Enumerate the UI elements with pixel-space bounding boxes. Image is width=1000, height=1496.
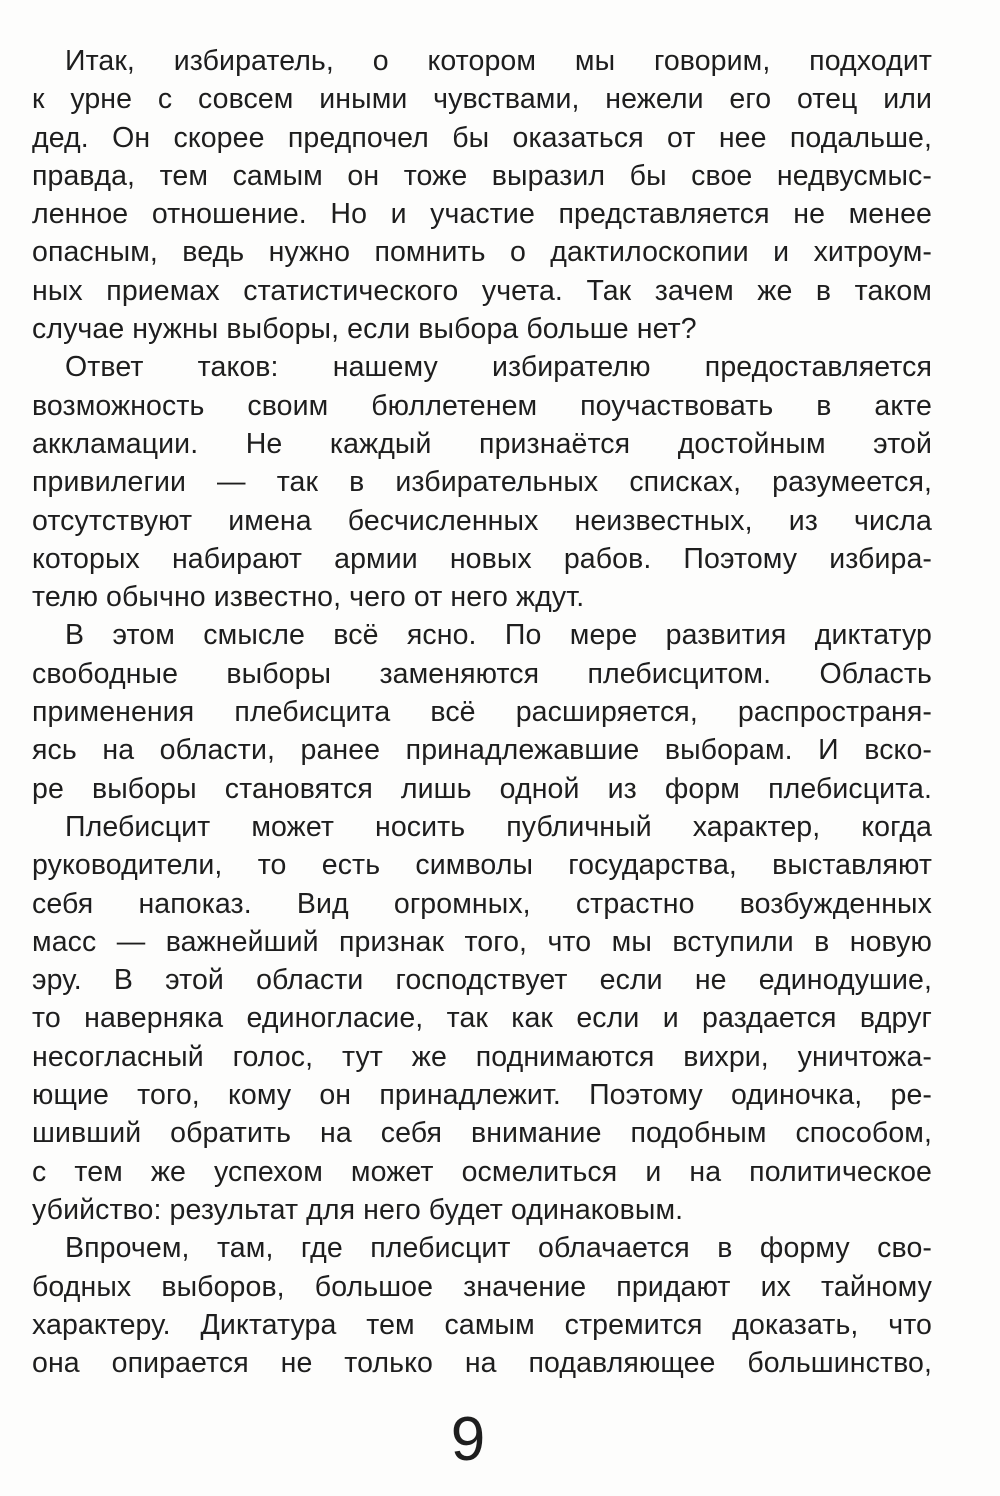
text-line: свободные выборы заменяются плебисцитом. Область xyxy=(32,657,932,690)
text-line: отсутствуют имена бесчисленных неизвестных, из числа xyxy=(32,504,932,537)
text-line: убийство: результат для него будет одинаковым. xyxy=(32,1193,684,1226)
text-line: ющие того, кому он принадлежит. Поэтому одиночка, ре- xyxy=(32,1079,932,1112)
text-line: ре выборы становятся лишь одной из форм плебисцита. xyxy=(32,772,932,805)
text-line: эру. В этой области господствует если не единодушие, xyxy=(32,964,932,997)
text-line: с тем же успехом может осмелиться и на политическое xyxy=(32,1155,932,1188)
text-line: ных приемах статистического учета. Так зачем же в таком xyxy=(32,274,932,307)
text-line: привилегии — так в избирательных списках, разумеется, xyxy=(32,466,932,499)
text-line: то наверняка единогласие, так как если и раздается вдруг xyxy=(32,1002,932,1035)
text-line: случае нужны выборы, если выбора больше нет? xyxy=(32,313,697,346)
page-number: 9 xyxy=(450,1405,486,1474)
text-line: несогласный голос, тут же поднимаются вихри, уничтожа- xyxy=(32,1040,932,1073)
text-line: руководители, то есть символы государства, выставляют xyxy=(32,849,932,882)
text-line: Плебисцит может носить публичный характер, когда xyxy=(65,810,932,843)
text-line: применения плебисцита всё расширяется, распространя- xyxy=(32,696,932,729)
text-line: к урне с совсем иными чувствами, нежели его отец или xyxy=(32,83,932,116)
body-text xyxy=(32,42,932,1382)
text-line: шивший обратить на себя внимание подобным способом, xyxy=(32,1117,932,1150)
text-line: ленное отношение. Но и участие представляется не менее xyxy=(32,198,932,231)
text-line: дед. Он скорее предпочел бы оказаться от нее подальше, xyxy=(32,121,932,154)
text-line: В этом смысле всё ясно. По мере развития диктатур xyxy=(65,619,932,652)
text-line: аккламации. Не каждый признаётся достойным этой xyxy=(32,427,932,460)
text-line: Впрочем, там, где плебисцит облачается в форму сво- xyxy=(65,1232,932,1265)
text-line: себя напоказ. Вид огромных, страстно возбужденных xyxy=(32,887,932,920)
text-line: масс — важнейший признак того, что мы вступили в новую xyxy=(32,925,932,958)
text-line: Ответ таков: нашему избирателю предоставляется xyxy=(65,351,932,384)
text-line: которых набирают армии новых рабов. Поэтому избира- xyxy=(32,542,932,575)
text-line: она опирается не только на подавляющее большинство, xyxy=(32,1347,932,1380)
text-line: бодных выборов, большое значение придают их тайному xyxy=(32,1270,932,1303)
text-line: опасным, ведь нужно помнить о дактилоскопии и хитроум- xyxy=(32,236,932,269)
text-line: правда, тем самым он тоже выразил бы свое недвусмыс- xyxy=(32,159,932,192)
text-line: характеру. Диктатура тем самым стремится доказать, что xyxy=(32,1308,932,1341)
text-line: телю обычно известно, чего от него ждут. xyxy=(32,581,585,614)
text-line: ясь на области, ранее принадлежавшие выборам. И вско- xyxy=(32,734,932,767)
text-line: возможность своим бюллетенем поучаствовать в акте xyxy=(32,389,932,422)
text-line: Итак, избиратель, о котором мы говорим, подходит xyxy=(65,45,932,77)
